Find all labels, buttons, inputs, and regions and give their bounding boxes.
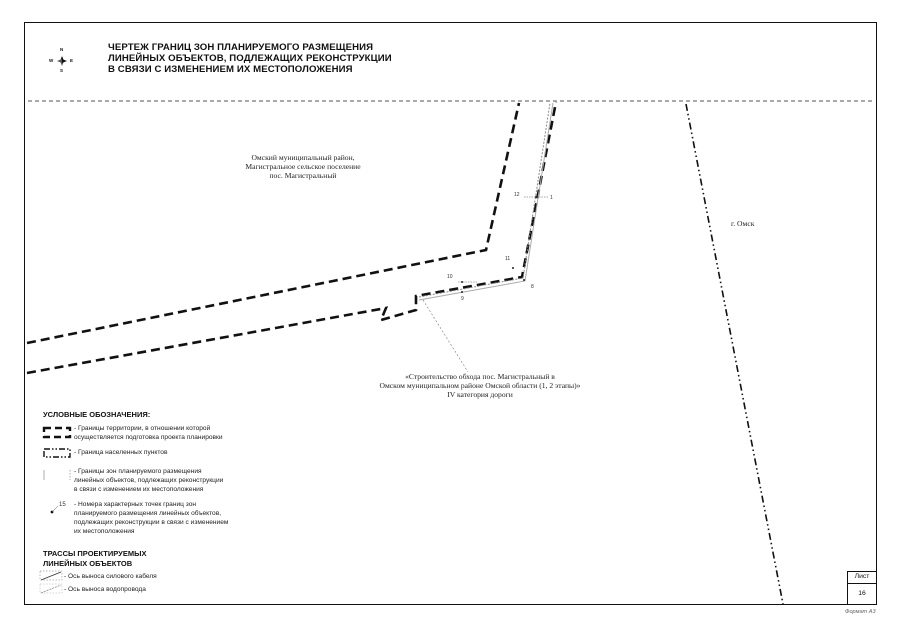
reconstruction-zone-boundary-b — [419, 103, 553, 300]
project-label — [365, 372, 595, 399]
point-label-12: 12 — [514, 192, 520, 198]
district-label-line-3: пос. Магистральный — [269, 171, 337, 180]
routes-heading-line-2: ЛИНЕЙНЫХ ОБЪЕКТОВ — [43, 559, 133, 568]
legend-item-zone-line-2: линейных объектов, подлежащих реконструкции — [74, 477, 224, 484]
sheet-number: 16 — [858, 590, 866, 597]
legend-symbol-point-leader — [52, 506, 58, 512]
title-line-3: В СВЯЗИ С ИЗМЕНЕНИЕМ ИХ МЕСТОПОЛОЖЕНИЯ — [108, 64, 353, 75]
routes-heading — [43, 549, 146, 569]
legend-item-settlement: - Граница населенных пунктов — [74, 449, 168, 456]
legend-point-number: 15 — [59, 502, 66, 508]
legend-heading: УСЛОВНЫЕ ОБОЗНАЧЕНИЯ: — [43, 410, 151, 419]
compass-s: S — [60, 68, 64, 73]
territory-boundary-upper — [27, 103, 519, 343]
city-label: г. Омск — [731, 219, 755, 228]
point-11-marker — [512, 267, 514, 269]
title-line-1: ЧЕРТЕЖ ГРАНИЦ ЗОН ПЛАНИРУЕМОГО РАЗМЕЩЕНИЯ — [108, 42, 374, 53]
compass-rose — [57, 56, 67, 66]
project-label-line-1: «Строительство обхода пос. Магистральный в — [405, 372, 555, 381]
legend-item-points — [74, 500, 228, 536]
legend-route-water: - Ось выноса водопровода — [64, 586, 146, 593]
sheet-label: Лист — [854, 573, 870, 580]
point-label-1: 1 — [550, 195, 553, 201]
legend-item-points-line-2: планируемого размещения линейных объектов, — [74, 510, 222, 517]
reconstruction-zone-boundary-a — [419, 103, 550, 297]
legend-item-territory-line-1: - Границы территории, в отношении которой — [74, 425, 211, 432]
routes-heading-line-1: ТРАССЫ ПРОЕКТИРУЕМЫХ — [43, 549, 147, 558]
legend-item-points-line-1: - Номера характерных точек границ зон — [74, 501, 197, 508]
point-label-8: 8 — [531, 284, 534, 290]
legend-item-zone — [74, 467, 223, 494]
legend-item-points-line-4: их местоположения — [74, 528, 135, 535]
point-label-10: 10 — [447, 274, 453, 280]
legend-item-territory — [74, 424, 223, 442]
project-leader-line — [423, 300, 468, 372]
territory-boundary-lower — [27, 102, 556, 373]
district-label-line-2: Магистральное сельское поселение — [245, 162, 361, 171]
legend-symbol-settlement — [44, 449, 70, 457]
settlement-boundary — [686, 104, 783, 604]
project-label-line-3: IV категория дороги — [447, 390, 513, 399]
legend-item-zone-line-3: в связи с изменением их местоположения — [74, 486, 204, 493]
paper-format: Формат А3 — [845, 609, 876, 615]
compass-e: E — [70, 58, 74, 63]
district-label-line-1: Омский муниципальный район, — [251, 153, 355, 162]
legend-item-zone-line-1: - Границы зон планируемого размещения — [74, 468, 202, 475]
compass-w: W — [49, 58, 54, 63]
legend-symbol-territory — [44, 428, 70, 437]
point-label-9: 9 — [461, 296, 464, 302]
point-label-11: 11 — [505, 256, 511, 262]
legend-route-cable: - Ось выноса силового кабеля — [64, 573, 157, 580]
legend-route-water-box — [40, 584, 62, 593]
compass-n: N — [60, 47, 64, 52]
legend-item-territory-line-2: осуществляется подготовка проекта планировки — [74, 434, 223, 441]
district-label — [218, 153, 388, 180]
point-9-marker — [461, 291, 463, 293]
drawing-title — [108, 42, 408, 75]
point-8-marker — [523, 279, 525, 281]
legend-item-points-line-3: подлежащих реконструкции в связи с изменением — [74, 519, 229, 526]
legend-route-cable-line — [41, 572, 61, 580]
title-line-2: ЛИНЕЙНЫХ ОБЪЕКТОВ, ПОДЛЕЖАЩИХ РЕКОНСТРУКЦИИ — [108, 53, 392, 64]
legend-route-water-line — [41, 585, 61, 593]
project-label-line-2: Омском муниципальном районе Омской области (1, 2 этапы)» — [379, 381, 581, 390]
